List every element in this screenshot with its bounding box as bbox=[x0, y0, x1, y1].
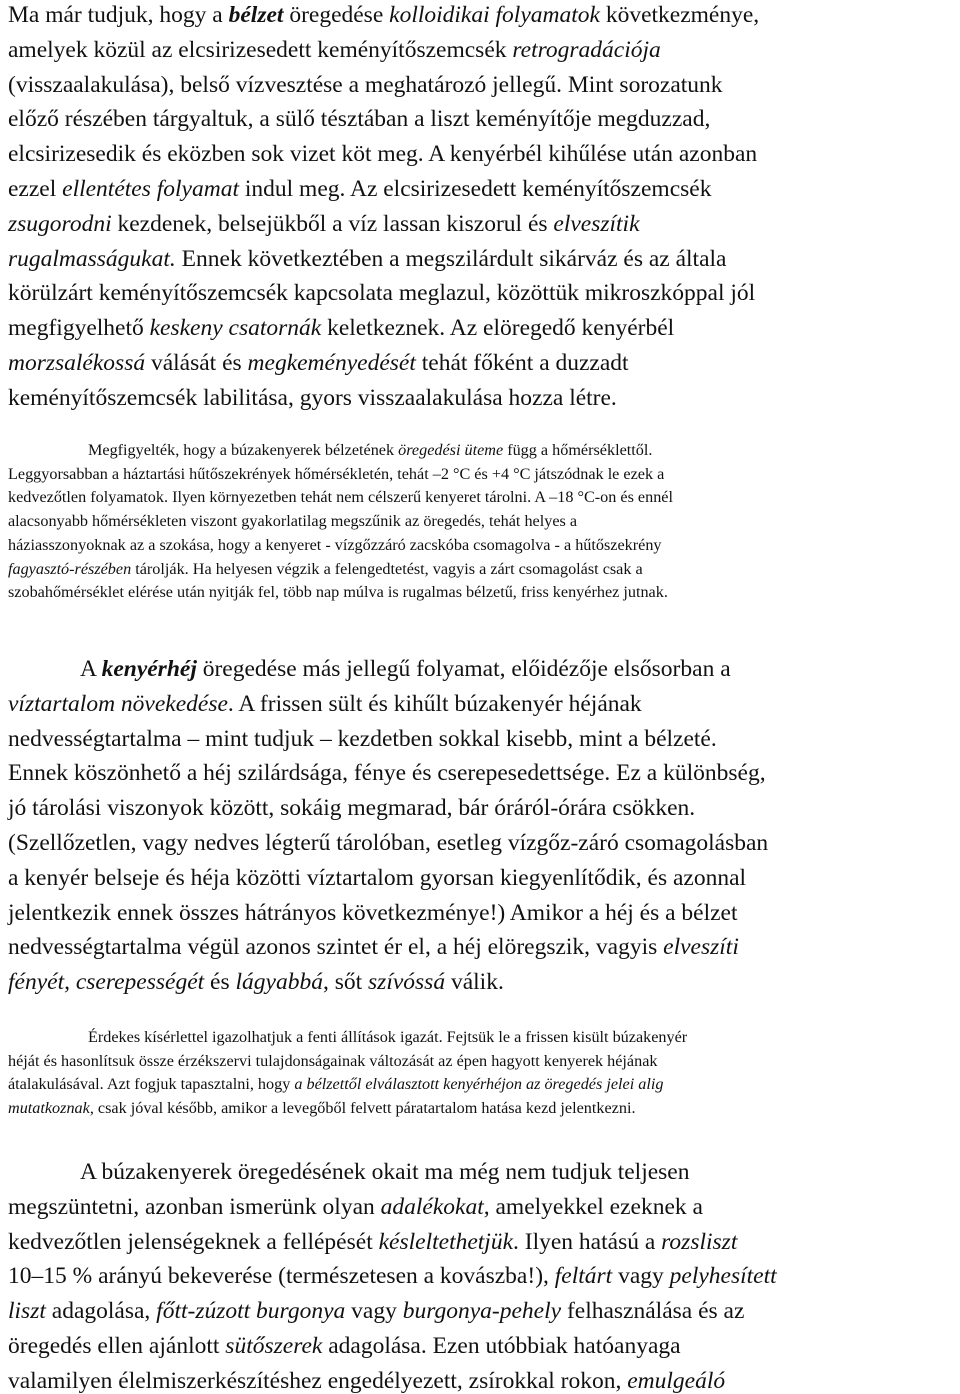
emphasized-text: rugalmasságukat. bbox=[8, 245, 176, 272]
text-run: öregedés ellen ajánlott bbox=[8, 1332, 226, 1359]
emphasized-text: emulgeáló bbox=[627, 1367, 726, 1394]
text-line bbox=[8, 581, 956, 605]
emphasized-text: főtt-zúzott burgonya bbox=[156, 1298, 346, 1325]
text-run: , amelyekkel ezeknek a bbox=[483, 1193, 703, 1220]
text-run: jelentkezik ennek összes hátrányos következménye!) Amikor a héj és a bélzet bbox=[8, 899, 738, 926]
text-run: A búzakenyerek öregedésének okait ma még nem tudjuk teljesen bbox=[80, 1159, 690, 1185]
text-run: következménye, bbox=[599, 2, 760, 28]
text-run: nedvességtartalma végül azonos szintet ér el, a héj elöregszik, vagyis bbox=[8, 934, 664, 961]
text-run: Leggyorsabban a háztartási hűtőszekrények hőmérsékletén, tehát –2 °C és +4 °C játszódnak le ezek a bbox=[8, 464, 665, 483]
text-line bbox=[8, 0, 956, 33]
text-run: alacsonyabb hőmérsékleten viszont gyakorlatilag megszűnik az öregedés, tehát helyes a bbox=[8, 512, 578, 531]
emphasized-text: rozsliszt bbox=[661, 1228, 738, 1255]
text-run: kedvezőtlen jelenségeknek a fellépését bbox=[8, 1228, 379, 1255]
text-run: tárolják. Ha helyesen végzik a felengedtetést, vagyis a zárt csomagolást csak a bbox=[131, 559, 643, 578]
emphasized-text: kolloidikai folyamatok bbox=[389, 2, 600, 28]
text-run: Megfigyelték, hogy a búzakenyerek bélzetének bbox=[88, 441, 399, 459]
emphasized-text: liszt bbox=[8, 1298, 46, 1325]
emphasized-text: szívóssá bbox=[368, 969, 446, 996]
paragraph-experiment bbox=[8, 1026, 956, 1121]
text-run: , sőt bbox=[322, 969, 369, 996]
emphasized-text: retrogradációja bbox=[512, 36, 661, 63]
text-run: a kenyér belseje és héja közötti víztartalom gyorsan kiegyenlítődik, és azonnal bbox=[8, 864, 747, 891]
text-line bbox=[8, 965, 956, 1000]
text-line bbox=[8, 722, 956, 757]
text-line bbox=[8, 439, 956, 463]
emphasized-text: lágyabbá bbox=[235, 969, 323, 996]
text-run: és bbox=[204, 969, 236, 996]
text-run: keményítőszemcsék labilitása, gyors visszaalakulása hozza létre. bbox=[8, 384, 617, 411]
text-line bbox=[8, 276, 956, 311]
text-line bbox=[8, 791, 956, 826]
text-line bbox=[8, 1097, 956, 1121]
text-line bbox=[8, 652, 956, 687]
text-run: (visszaalakulása), belső vízvesztése a meghatározó jellegű. Mint sorozatunk bbox=[8, 71, 723, 98]
emphasized-text: megkeményedését bbox=[247, 349, 416, 376]
text-run: vagy bbox=[612, 1263, 670, 1290]
text-line bbox=[8, 1026, 956, 1050]
text-run: öregedése más jellegű folyamat, előidézője elsősorban a bbox=[196, 656, 731, 682]
text-run: szobahőmérséklet elérése után nyitják fel, több nap múlva is rugalmas bélzetű, friss kenyérhez jutnak. bbox=[8, 583, 668, 602]
text-line bbox=[8, 1259, 956, 1294]
text-line bbox=[8, 207, 956, 242]
text-line bbox=[8, 137, 956, 172]
text-line bbox=[8, 68, 956, 103]
emphasized-text: kenyérhéj bbox=[101, 656, 197, 682]
text-run: háziasszonyoknak az a szokása, hogy a kenyeret - vízgőzzáró zacskóba csomagolva - a hűtőszekrény bbox=[8, 535, 662, 554]
text-line bbox=[8, 861, 956, 896]
text-line bbox=[8, 486, 956, 510]
emphasized-text: burgonya-pehely bbox=[402, 1298, 562, 1325]
paragraph-additives bbox=[8, 1155, 956, 1394]
emphasized-text: pelyhesített bbox=[669, 1263, 777, 1290]
text-run: öregedése bbox=[283, 2, 390, 28]
emphasized-text: morzsalékossá bbox=[8, 349, 146, 376]
text-line bbox=[8, 510, 956, 534]
text-run: héját és hasonlítsuk össze érzékszervi tulajdonságainak változását az épen hagyott kenyerek héjának bbox=[8, 1051, 658, 1070]
text-run: indul meg. Az elcsirizesedett keményítőszemcsék bbox=[239, 175, 712, 202]
text-line bbox=[8, 1073, 956, 1097]
text-line bbox=[8, 1155, 956, 1190]
text-line bbox=[8, 534, 956, 558]
text-run: megfigyelhető bbox=[8, 315, 150, 342]
emphasized-text: fagyasztó-részében bbox=[8, 559, 132, 578]
text-run: valamilyen élelmiszerkészítéshez engedélyezett, zsírokkal rokon, bbox=[8, 1367, 628, 1394]
text-run: megszüntetni, azonban ismerünk olyan bbox=[8, 1193, 381, 1220]
text-run: nedvességtartalma – mint tudjuk – kezdetben sokkal kisebb, mint a bélzeté. bbox=[8, 725, 717, 752]
emphasized-text: keskeny csatornák bbox=[149, 315, 322, 342]
emphasized-text: adalékokat bbox=[380, 1193, 484, 1220]
emphasized-text: feltárt bbox=[554, 1263, 613, 1290]
emphasized-text: elveszíti bbox=[663, 934, 739, 961]
text-line bbox=[8, 1294, 956, 1329]
text-run: felhasználása és az bbox=[561, 1298, 745, 1325]
text-run: jó tárolási viszonyok között, sokáig megmarad, bár óráról-órára csökken. bbox=[8, 795, 696, 822]
text-run: elcsirizesedik és eközben sok vizet köt meg. A kenyérbél kihűlése után azonban bbox=[8, 141, 758, 168]
text-run: A bbox=[80, 656, 102, 682]
text-line bbox=[8, 102, 956, 137]
text-line bbox=[8, 311, 956, 346]
paragraph-temperature-aging bbox=[8, 439, 956, 605]
text-line bbox=[8, 687, 956, 722]
text-line bbox=[8, 1329, 956, 1364]
emphasized-text: bélzet bbox=[228, 2, 284, 28]
text-run: átalakulásával. Azt fogjuk tapasztalni, hogy bbox=[8, 1075, 295, 1094]
paragraph-crust-aging bbox=[8, 652, 956, 1000]
text-line bbox=[8, 1050, 956, 1074]
text-run: körülzárt keményítőszemcsék kapcsolata meglazul, közöttük mikroszkóppal jól bbox=[8, 280, 756, 307]
text-line bbox=[8, 1364, 956, 1394]
emphasized-text: öregedési üteme bbox=[398, 441, 504, 459]
emphasized-text: fényét, cserepességét bbox=[8, 969, 205, 996]
text-run: . Ilyen hatású a bbox=[513, 1228, 662, 1255]
text-line bbox=[8, 826, 956, 861]
text-run: . A frissen sült és kihűlt búzakenyér héjának bbox=[227, 690, 642, 717]
text-run: ezzel bbox=[8, 175, 63, 202]
text-run: tehát főként a duzzadt bbox=[415, 349, 629, 376]
text-line bbox=[8, 1225, 956, 1260]
text-run: függ a hőmérséklettől. bbox=[503, 441, 653, 459]
text-run: , csak jóval később, amikor a levegőből felvett páratartalom hatása kezd jelentkezni. bbox=[89, 1099, 636, 1118]
emphasized-text: késleltethetjük bbox=[378, 1228, 514, 1255]
text-run: Ennek köszönhető a héj szilárdsága, fénye és cserepesedettsége. Ez a különbség, bbox=[8, 760, 766, 787]
text-run: vagy bbox=[345, 1298, 403, 1325]
text-run: válik. bbox=[445, 969, 504, 996]
text-line bbox=[8, 172, 956, 207]
text-line bbox=[8, 896, 956, 931]
text-line bbox=[8, 346, 956, 381]
text-line bbox=[8, 463, 956, 487]
text-run: amelyek közül az elcsirizesedett keményítőszemcsék bbox=[8, 36, 513, 63]
text-line bbox=[8, 381, 956, 416]
text-line bbox=[8, 33, 956, 68]
emphasized-text: sütőszerek bbox=[225, 1332, 323, 1359]
text-run: válását és bbox=[145, 349, 248, 376]
text-line bbox=[8, 558, 956, 582]
text-line bbox=[8, 1190, 956, 1225]
text-run: kedvezőtlen folyamatok. Ilyen környezetben tehát nem célszerű kenyeret tárolni. A –18 °C-on és ennél bbox=[8, 488, 673, 507]
text-run: előző részében tárgyaltuk, a sülő tésztában a liszt keményítője megduzzad, bbox=[8, 106, 711, 133]
text-run: keletkeznek. Az elöregedő kenyérbél bbox=[321, 315, 675, 342]
text-run: Érdekes kísérlettel igazolhatjuk a fenti állítások igazát. Fejtsük le a frissen kisült búzakenyér bbox=[88, 1028, 688, 1046]
text-run: kezdenek, belsejükből a víz lassan kiszorul és bbox=[111, 210, 554, 237]
text-run: adagolása, bbox=[45, 1298, 157, 1325]
text-line bbox=[8, 756, 956, 791]
text-run: Ennek következtében a megszilárdult sikárváz és az általa bbox=[175, 245, 727, 272]
emphasized-text: a bélzettől elválasztott kenyérhéjon az öregedés jelei alig bbox=[294, 1075, 664, 1094]
text-run: 10–15 % arányú bekeverése (természetesen a kovászba!), bbox=[8, 1263, 555, 1290]
text-line bbox=[8, 930, 956, 965]
emphasized-text: ellentétes folyamat bbox=[62, 175, 239, 202]
paragraph-bread-crumb-aging bbox=[8, 0, 956, 416]
emphasized-text: elveszítik bbox=[553, 210, 640, 237]
emphasized-text: zsugorodni bbox=[8, 210, 112, 237]
text-run: Ma már tudjuk, hogy a bbox=[8, 2, 229, 28]
emphasized-text: mutatkoznak bbox=[8, 1099, 90, 1118]
text-run: (Szellőzetlen, vagy nedves légterű tárolóban, esetleg vízgőz-záró csomagolásban bbox=[8, 829, 769, 856]
text-run: adagolása. Ezen utóbbiak hatóanyaga bbox=[322, 1332, 681, 1359]
text-line bbox=[8, 242, 956, 277]
emphasized-text: víztartalom növekedése bbox=[8, 690, 228, 717]
